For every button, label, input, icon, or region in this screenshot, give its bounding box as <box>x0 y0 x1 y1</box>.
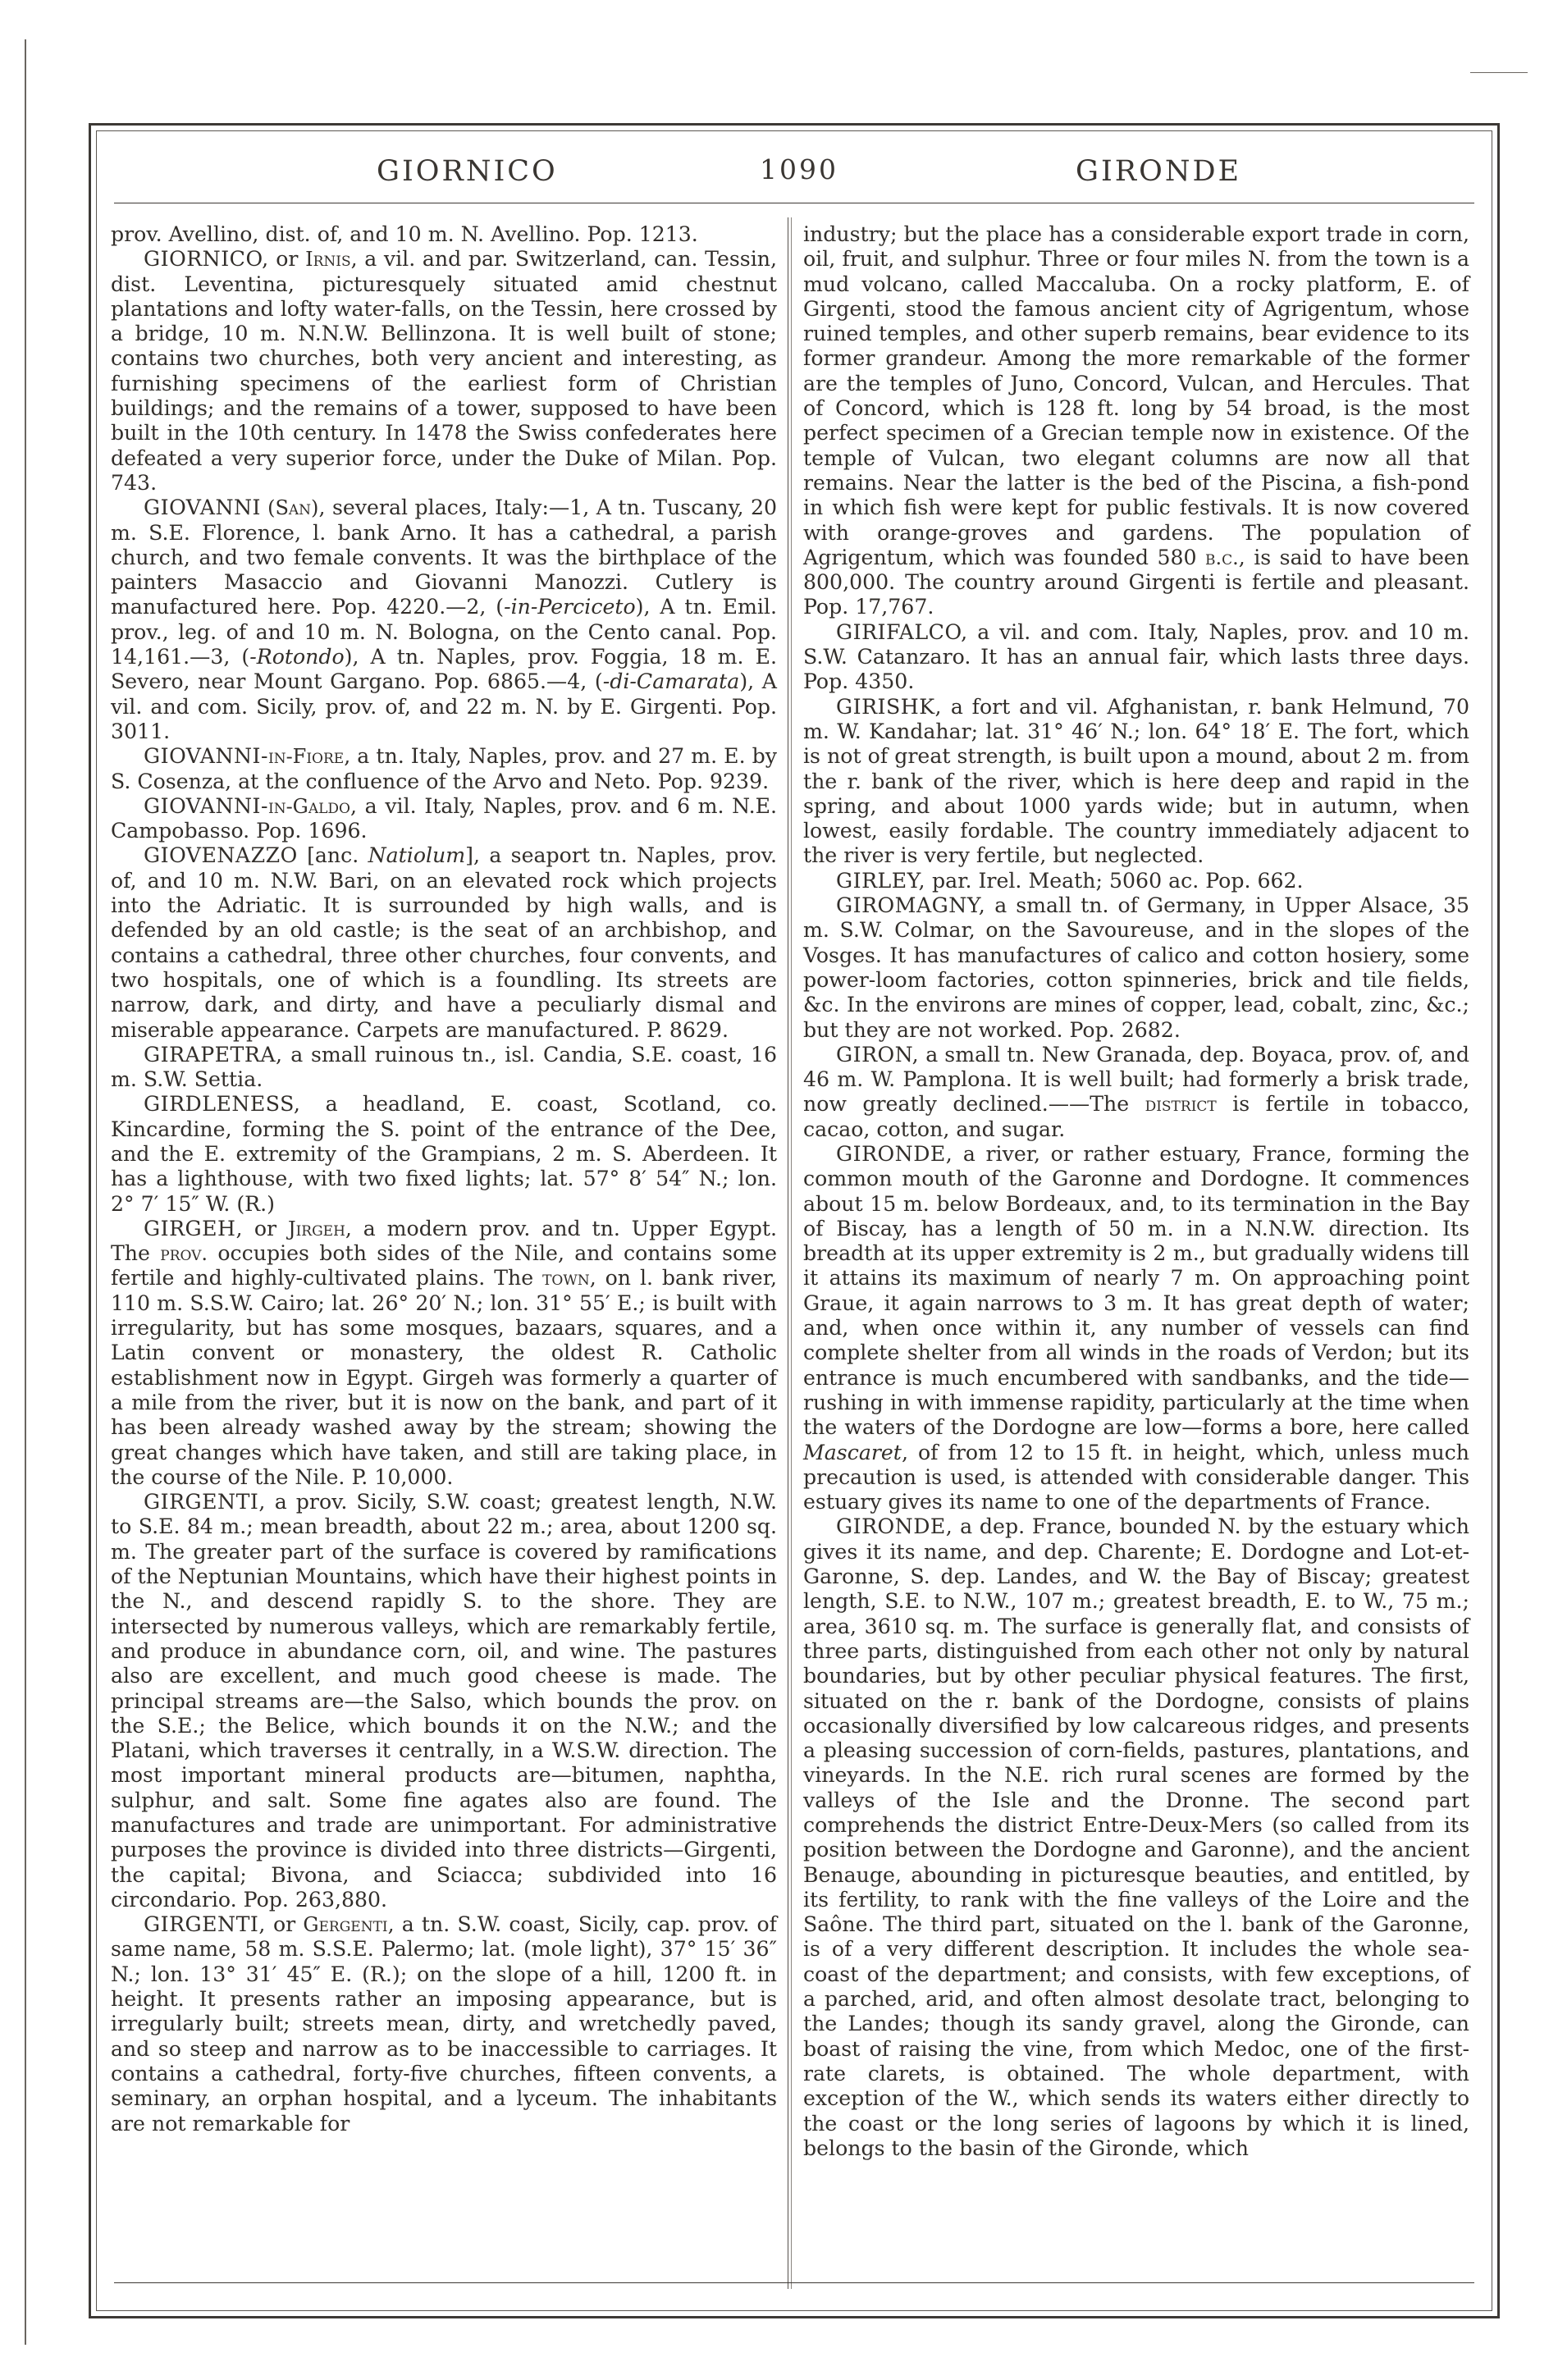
entry-term: GIORNICO, <box>144 247 269 272</box>
entry-continuation <box>111 222 777 247</box>
entry-girishk <box>803 695 1469 869</box>
entry-term: GIOVANNI- <box>144 793 268 818</box>
entry-alt-name: in-Galdo <box>267 794 350 818</box>
entry-continuation <box>803 222 1469 620</box>
entry-alt-name: in-Fiore <box>267 745 345 769</box>
entry-text: or <box>243 1216 288 1240</box>
entry-giromagny <box>803 893 1469 1043</box>
entry-text: a headland, E. coast, Scotland, co. Kincardine, forming the S. point of the entrance of the Dee, and the E. extremity of the Grampians, 2 m. S. Aberdeen. It has a lighthouse, with two fixed lights; lat. 57° 8′ 54″ N.; lon. 2° 7′ 15″ W. (R.) <box>111 1092 777 1216</box>
entry-small-caps: town <box>542 1267 590 1290</box>
entry-text: a small tn. of Germany, in Upper Alsace, 35 m. S.W. Colmar, on the Savoureuse, and in the slopes of the Vosges. It has manufactures of calico and cotton hosiery, some power-loom factories, cotton spinneries, brick and tile fields, &c. In the environs are mines of copper, lead, cobalt, zinc, &c.; but they are not worked. Pop. 2682. <box>803 893 1469 1042</box>
entry-giovanni <box>111 496 777 744</box>
entry-term: GIRIFALCO, <box>836 619 968 644</box>
right-guide-word: GIRONDE <box>1076 155 1242 188</box>
entry-girapetra <box>111 1043 777 1093</box>
entry-text: , a vil. and par. Switzerland, can. Tessin, dist. Leventina, picturesquely situated amid chestnut plantations and lofty water-falls, on the Tessin, here crossed by a bridge, 10 m. N.N.W. Bellinzona. It is well built of stone; contains two churches, both very ancient and interesting, as furnishing specimens of the earliest form of Christian buildings; and the remains of a tower, supposed to have been built in the 10th century. In 1478 the Swiss confederates here defeated a very superior force, under the Duke of Milan. Pop. 743. <box>111 247 778 495</box>
entry-giornico <box>111 247 777 496</box>
entry-term: GIOVANNI <box>144 496 261 520</box>
entry-term: GIRGENTI, <box>144 1912 266 1937</box>
entry-italic: -di-Camarata <box>602 669 740 694</box>
page-frame <box>89 123 1500 2318</box>
entry-small-caps: prov. <box>160 1242 208 1266</box>
running-header <box>91 148 1497 206</box>
entry-girgenti-town <box>111 1912 777 2136</box>
entry-giron <box>803 1043 1469 1142</box>
entry-girley <box>803 869 1469 893</box>
entry-text: or <box>268 247 306 272</box>
entry-term: GIRDLENESS, <box>144 1092 301 1117</box>
entry-term: GIRLEY, <box>836 868 926 893</box>
entry-italic: Mascaret <box>803 1440 902 1464</box>
entry-alt-name: Gergenti <box>303 1913 388 1937</box>
entry-girgeh <box>111 1217 777 1490</box>
entry-term: GIOVENAZZO <box>144 843 298 868</box>
footer-rule <box>114 2282 1474 2283</box>
entry-text: or <box>265 1912 304 1937</box>
entry-term: GIROMAGNY, <box>836 893 986 918</box>
entry-text: a prov. Sicily, S.W. coast; greatest length, N.W. to S.E. 84 m.; mean breadth, about 22 m.; area, about 1200 sq. m. The greater part of the surface is covered by ramifications of the Neptunian Mountains, which have their highest points in the N., and descend rapidly S. to the shore. They are intersected by numerous valleys, which are remarkably fertile, and produce in abundance corn, oil, and wine. The pastures also are excellent, and much good cheese is made. The principal streams are—the Salso, which bounds the prov. on the S.E.; the Belice, which bounds it on the N.W.; and the Platani, which traverses it centrally, in a W.S.W. direction. The most important mineral products are—bitumen, naphtha, sulphur, and salt. Some fine agates also are found. The manufactures and trade are unimportant. For administrative purposes the province is divided into three districts—Girgenti, the capital; Bivona, and Sciacca; subdivided into 16 circondario. Pop. 263,880. <box>111 1490 777 1912</box>
entry-text: a river, or rather estuary, France, forming the common mouth of the Garonne and Dordogne. It commences about 15 m. below Bordeaux, and, to its termination in the Bay of Biscay, has a length of 50 m. in a N.N.W. direction. Its breadth at its upper extremity is 2 m., but gradually widens till it attains its maximum of nearly 7 m. On approaching point Graue, it again narrows to 3 m. It has great depth of water; and, when once within it, any number of vessels can find complete shelter from all winds in the roads of Verdon; but its entrance is much encumbered with sandbanks, and the tide—rushing in with immense rapidity, particularly at the time when the waters of the Dordogne are low—forms a bore, here called <box>803 1141 1469 1440</box>
entry-term: GIOVANNI- <box>144 744 268 769</box>
entry-text: , a tn. S.W. coast, Sicily, cap. prov. of same name, 58 m. S.S.E. Palermo; lat. (mole light), 37° 15′ 36″ N.; lon. 13° 31′ 45″ E. (R.); on the slope of a hill, 1200 ft. in height. It presents rather an imposing appearance, but is irregularly built; streets mean, dirty, and wretchedly paved, and so steep and narrow as to be inaccessible to carriages. It contains a cathedral, forty-five churches, fifteen convents, a seminary, an orphan hospital, and a lyceum. The inhabitants are not remarkable for <box>111 1912 778 2136</box>
entry-girdleness <box>111 1092 777 1216</box>
entry-term: GIRONDE, <box>836 1514 953 1539</box>
entry-gironde-river <box>803 1142 1469 1514</box>
entry-text: par. Irel. Meath; 5060 ac. Pop. 662. <box>925 868 1304 893</box>
entry-small-caps: b.c. <box>1205 546 1239 569</box>
right-column <box>803 222 1469 2161</box>
entry-alt-name: Irnis <box>305 248 351 272</box>
entry-italic: -in-Perciceto <box>504 595 636 619</box>
entry-text: , a vil. Italy, Naples, prov. and 6 m. N.E. Campobasso. Pop. 1696. <box>111 793 777 843</box>
entry-term: GIRISHK, <box>836 694 943 719</box>
entry-giovenazzo <box>111 843 777 1042</box>
entry-text: , on l. bank river, 110 m. S.S.W. Cairo; lat. 26° 20′ N.; lon. 31° 55′ E.; is built with irregularity, but has some mosques, bazaars, squares, and a Latin convent or monastery, the oldest R. Catholic establishment now in Egypt. Girgeh was formerly a quarter of a mile from the river, but it is now on the bank, and part of it has been already washed away by the stream; showing the great changes which have taken, and still are taking place, in the course of the Nile. P. 10,000. <box>111 1266 777 1489</box>
entry-text: , several places, Italy:—1, A tn. Tuscany, 20 m. S.E. Florence, l. bank Arno. It has a cathedral, a parish church, and two female convents. It was the birthplace of the painters Masaccio and Giovanni Manozzi. Cutlery is manufactured here. Pop. 4220.—2, ( <box>111 496 778 619</box>
entry-text: , of from 12 to 15 ft. in height, which, unless much precaution is used, is attended with considerable danger. This estuary gives its name to one of the departments of France. <box>803 1440 1469 1514</box>
entry-text: a dep. France, bounded N. by the estuary which gives it its name, and dep. Charente; E. Dordogne and Lot-et-Garonne, S. dep. Landes, and W. the Bay of Biscay; greatest length, S.E. to N.W., 107 m.; greatest breadth, E. to W., 75 m.; area, 3610 sq. m. The surface is generally flat, and consists of three parts, distinguished from each other not only by natural boundaries, but by other peculiar physical features. The first, situated on the r. bank of the Dordogne, consists of plains occasionally diversified by low calcareous ridges, and presents a pleasing succession of corn-fields, pastures, plantations, and vineyards. In the N.E. rich rural scenes are formed by the valleys of the Isle and the Dronne. The second part comprehends the district Entre-Deux-Mers (so called from its position between the Dordogne and Garonne), and the ancient Benauge, abounding in picturesque beauties, and entitled, by its fertility, to rank with the fine valleys of the Loire and the Saône. The third part, situated on the l. bank of the Garonne, is of a very different description. It includes the whole sea-coast of the department; and consists, with few exceptions, of a parched, arid, and often almost desolate tract, belonging to the Landes; though its sandy gravel, along the Gironde, can boast of raising the vine, from which Medoc, one of the first-rate clarets, is obtained. The whole department, with exception of the W., which sends its waters either directly to the coast or the long series of lagoons by which it is lined, belongs to the basin of the Gironde, which <box>803 1514 1469 2160</box>
entry-term: GIRGENTI, <box>144 1490 266 1514</box>
left-guide-word: GIORNICO <box>377 155 558 188</box>
entry-text: a small tn. New Granada, dep. Boyaca, prov. of, and 46 m. W. Pamplona. It is well built; had formerly a brisk trade, now greatly declined.——The <box>803 1042 1469 1117</box>
entry-girifalco <box>803 620 1469 695</box>
book-page <box>25 39 1528 2345</box>
column-divider-secondary <box>791 217 792 2289</box>
left-column <box>111 222 777 2136</box>
entry-text: a fort and vil. Afghanistan, r. bank Helmund, 70 m. W. Kandahar; lat. 31° 46′ N.; lon. 64° 18′ E. The fort, which is not of great strength, is built upon a mound, about 2 m. from the r. bank of the river, which is here deep and rapid in the spring, and about 1000 yards wide; but in autumn, when lowest, easily fordable. The country immediately adjacent to the river is very fertile, but neglected. <box>803 694 1469 868</box>
entry-alt-name: Jirgeh <box>287 1217 345 1240</box>
entry-alt-name: (San) <box>260 496 319 520</box>
entry-text: ), A vil. and com. Sicily, prov. of, and 22 m. N. by E. Girgenti. Pop. 3011. <box>111 669 777 743</box>
entry-text: a vil. and com. Italy, Naples, prov. and 10 m. S.W. Catanzaro. It has an annual fair, which lasts three days. Pop. 4350. <box>803 619 1469 694</box>
entry-text: , a modern prov. and tn. Upper Egypt. The <box>111 1216 778 1266</box>
entry-text: occupies both sides of the Nile, and contains some fertile and highly-cultivated plains. The <box>111 1241 777 1290</box>
entry-text: , a tn. Italy, Naples, prov. and 27 m. E. by S. Cosenza, at the confluence of the Arvo and Neto. Pop. 9239. <box>111 744 777 793</box>
entry-term: GIRONDE, <box>836 1141 953 1166</box>
entry-term: GIRON, <box>836 1042 920 1067</box>
entry-text: a small ruinous tn., isl. Candia, S.E. coast, 16 m. S.W. Settia. <box>111 1042 777 1092</box>
page-number: 1090 <box>760 153 838 185</box>
entry-italic: -Rotondo <box>249 645 345 669</box>
entry-text: industry; but the place has a considerable export trade in corn, oil, fruit, and sulphur. Three or four miles N. from the town is a mud volcano, called Maccaluba. On a rocky platform, E. of Girgenti, stood the famous ancient city of Agrigentum, whose ruined temples, and other superb remains, bear evidence to its former grandeur. Among the more remarkable of the former are the temples of Juno, Concord, Vulcan, and Hercules. That of Concord, which is 128 ft. long by 54 broad, is the most perfect specimen of a Grecian temple now in existence. Of the temple of Vulcan, two elegant columns are now all that remains. Near the latter is the bed of the Piscina, a fish-pond in which fish were kept for public festivals. It is now covered with orange-groves and gardens. The population of Agrigentum, which was founded 580 <box>803 222 1469 569</box>
entry-giovanni-in-galdo <box>111 794 777 844</box>
entry-term: GIRAPETRA, <box>144 1042 283 1067</box>
entry-text: ), A tn. Emil. prov., leg. of and 10 m. N. Bologna, on the Cento canal. Pop. 14,161.—3, ( <box>111 595 777 669</box>
entry-text: ), A tn. Naples, prov. Foggia, 18 m. E. Severo, near Mount Gargano. Pop. 6865.—4, ( <box>111 645 777 694</box>
entry-italic: Natiolum <box>368 843 466 868</box>
entry-text: [anc. <box>297 843 368 868</box>
entry-girgenti-prov <box>111 1490 777 1912</box>
entry-gironde-dep <box>803 1514 1469 2161</box>
entry-term: GIRGEH, <box>144 1216 244 1240</box>
entry-text: is fertile in tobacco, cacao, cotton, and sugar. <box>803 1092 1469 1141</box>
entry-text: , is said to have been 800,000. The country around Girgenti is fertile and pleasant. Pop. 17,767. <box>803 545 1469 619</box>
entry-small-caps: district <box>1145 1093 1217 1117</box>
entry-text: ], a seaport tn. Naples, prov. of, and 10 m. N.W. Bari, on an elevated rock which projects into the Adriatic. It is surrounded by high walls, and is defended by an old castle; is the seat of an archbishop, and contains a cathedral, three other churches, four convents, and two hospitals, one of which is a foundling. Its streets are narrow, dark, and dirty, and have a peculiarly dismal and miserable appearance. Carpets are manufactured. P. 8629. <box>111 843 777 1042</box>
page-edge-line <box>1470 72 1528 73</box>
entry-text: prov. Avellino, dist. of, and 10 m. N. Avellino. Pop. 1213. <box>111 222 698 246</box>
entry-giovanni-in-fiore <box>111 744 777 794</box>
